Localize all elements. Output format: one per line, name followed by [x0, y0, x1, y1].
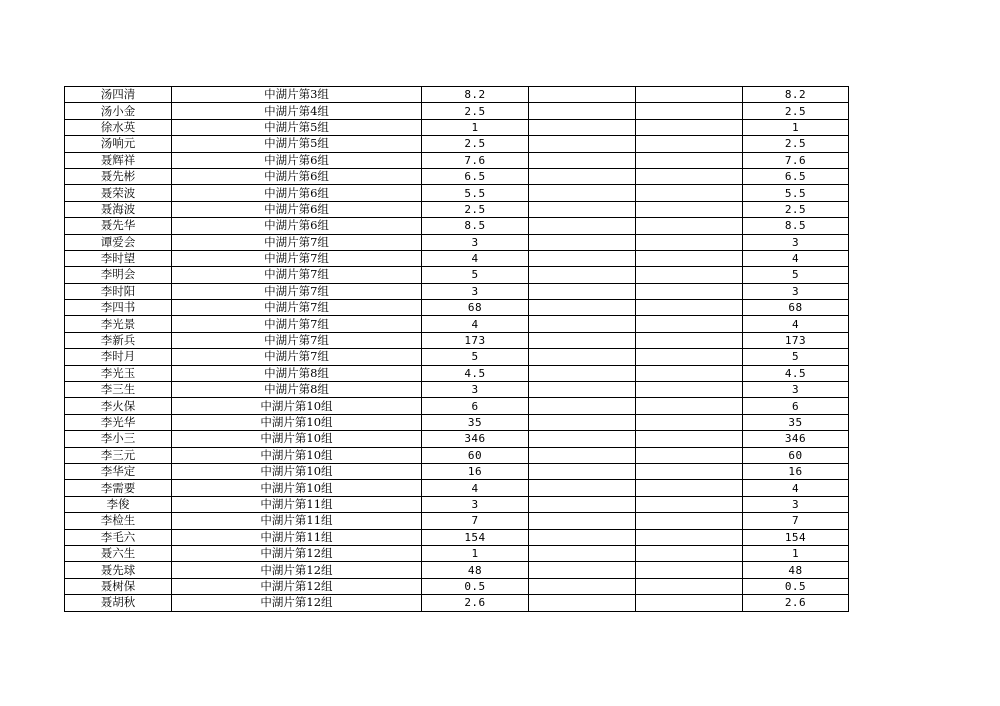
group-cell: 中湖片第11组	[172, 513, 422, 529]
group-cell: 中湖片第11组	[172, 529, 422, 545]
amount-cell: 5.5	[422, 185, 529, 201]
amount-cell: 3	[422, 234, 529, 250]
total-cell: 6	[743, 398, 849, 414]
empty-cell	[636, 463, 743, 479]
table-row	[65, 185, 849, 201]
amount-cell: 346	[422, 431, 529, 447]
group-cell: 中湖片第7组	[172, 300, 422, 316]
empty-cell	[529, 316, 636, 332]
empty-cell	[529, 185, 636, 201]
amount-cell: 154	[422, 529, 529, 545]
empty-cell	[529, 349, 636, 365]
empty-cell	[636, 513, 743, 529]
table-body	[65, 87, 849, 612]
group-cell: 中湖片第10组	[172, 398, 422, 414]
amount-cell: 2.6	[422, 595, 529, 611]
amount-cell: 8.2	[422, 87, 529, 103]
amount-cell: 6.5	[422, 168, 529, 184]
table-row	[65, 447, 849, 463]
total-cell: 3	[743, 283, 849, 299]
amount-cell: 4.5	[422, 365, 529, 381]
total-cell: 7	[743, 513, 849, 529]
total-cell: 7.6	[743, 152, 849, 168]
amount-cell: 60	[422, 447, 529, 463]
table-row	[65, 300, 849, 316]
total-cell: 6.5	[743, 168, 849, 184]
group-cell: 中湖片第7组	[172, 349, 422, 365]
table-row	[65, 595, 849, 611]
empty-cell	[529, 119, 636, 135]
table-row	[65, 87, 849, 103]
name-cell: 谭爱会	[65, 234, 172, 250]
table-row	[65, 496, 849, 512]
total-cell: 16	[743, 463, 849, 479]
total-cell: 346	[743, 431, 849, 447]
empty-cell	[529, 103, 636, 119]
empty-cell	[529, 152, 636, 168]
amount-cell: 2.5	[422, 136, 529, 152]
total-cell: 4	[743, 316, 849, 332]
empty-cell	[529, 496, 636, 512]
empty-cell	[529, 529, 636, 545]
amount-cell: 3	[422, 382, 529, 398]
name-cell: 李毛六	[65, 529, 172, 545]
table-row	[65, 349, 849, 365]
empty-cell	[636, 300, 743, 316]
group-cell: 中湖片第11组	[172, 496, 422, 512]
name-cell: 聂先彬	[65, 168, 172, 184]
total-cell: 1	[743, 119, 849, 135]
table-row	[65, 431, 849, 447]
group-cell: 中湖片第5组	[172, 119, 422, 135]
total-cell: 8.5	[743, 218, 849, 234]
empty-cell	[529, 87, 636, 103]
name-cell: 李明会	[65, 267, 172, 283]
table-row	[65, 578, 849, 594]
name-cell: 聂海波	[65, 201, 172, 217]
amount-cell: 3	[422, 496, 529, 512]
total-cell: 2.6	[743, 595, 849, 611]
amount-cell: 1	[422, 545, 529, 561]
empty-cell	[636, 267, 743, 283]
name-cell: 李四书	[65, 300, 172, 316]
group-cell: 中湖片第4组	[172, 103, 422, 119]
empty-cell	[529, 267, 636, 283]
amount-cell: 8.5	[422, 218, 529, 234]
name-cell: 聂树保	[65, 578, 172, 594]
name-cell: 聂先球	[65, 562, 172, 578]
empty-cell	[636, 545, 743, 561]
empty-cell	[636, 529, 743, 545]
empty-cell	[636, 119, 743, 135]
group-cell: 中湖片第3组	[172, 87, 422, 103]
empty-cell	[529, 414, 636, 430]
empty-cell	[636, 185, 743, 201]
name-cell: 李检生	[65, 513, 172, 529]
total-cell: 2.5	[743, 136, 849, 152]
amount-cell: 1	[422, 119, 529, 135]
table-row	[65, 463, 849, 479]
empty-cell	[636, 398, 743, 414]
table-row	[65, 283, 849, 299]
amount-cell: 2.5	[422, 201, 529, 217]
total-cell: 4.5	[743, 365, 849, 381]
group-cell: 中湖片第7组	[172, 332, 422, 348]
table-row	[65, 218, 849, 234]
empty-cell	[636, 152, 743, 168]
total-cell: 173	[743, 332, 849, 348]
name-cell: 李华定	[65, 463, 172, 479]
empty-cell	[636, 365, 743, 381]
total-cell: 8.2	[743, 87, 849, 103]
table-row	[65, 316, 849, 332]
total-cell: 68	[743, 300, 849, 316]
amount-cell: 16	[422, 463, 529, 479]
empty-cell	[529, 398, 636, 414]
empty-cell	[636, 250, 743, 266]
amount-cell: 6	[422, 398, 529, 414]
total-cell: 4	[743, 250, 849, 266]
group-cell: 中湖片第6组	[172, 201, 422, 217]
empty-cell	[529, 447, 636, 463]
group-cell: 中湖片第10组	[172, 414, 422, 430]
empty-cell	[529, 382, 636, 398]
group-cell: 中湖片第12组	[172, 595, 422, 611]
group-cell: 中湖片第10组	[172, 431, 422, 447]
empty-cell	[636, 382, 743, 398]
group-cell: 中湖片第12组	[172, 545, 422, 561]
empty-cell	[529, 168, 636, 184]
table-row	[65, 119, 849, 135]
table-row	[65, 365, 849, 381]
amount-cell: 4	[422, 480, 529, 496]
amount-cell: 4	[422, 250, 529, 266]
name-cell: 李时月	[65, 349, 172, 365]
name-cell: 汤小金	[65, 103, 172, 119]
name-cell: 聂荣波	[65, 185, 172, 201]
table-row	[65, 513, 849, 529]
table-row	[65, 234, 849, 250]
name-cell: 徐水英	[65, 119, 172, 135]
total-cell: 3	[743, 496, 849, 512]
amount-cell: 48	[422, 562, 529, 578]
empty-cell	[636, 447, 743, 463]
empty-cell	[636, 578, 743, 594]
empty-cell	[529, 513, 636, 529]
table-row	[65, 529, 849, 545]
name-cell: 聂六生	[65, 545, 172, 561]
group-cell: 中湖片第12组	[172, 578, 422, 594]
table-row	[65, 136, 849, 152]
table-row	[65, 267, 849, 283]
empty-cell	[529, 545, 636, 561]
total-cell: 3	[743, 234, 849, 250]
total-cell: 3	[743, 382, 849, 398]
empty-cell	[529, 431, 636, 447]
amount-cell: 2.5	[422, 103, 529, 119]
name-cell: 李新兵	[65, 332, 172, 348]
amount-cell: 5	[422, 267, 529, 283]
name-cell: 汤响元	[65, 136, 172, 152]
empty-cell	[529, 463, 636, 479]
group-cell: 中湖片第6组	[172, 185, 422, 201]
name-cell: 聂先华	[65, 218, 172, 234]
total-cell: 48	[743, 562, 849, 578]
empty-cell	[636, 201, 743, 217]
table-row	[65, 562, 849, 578]
table-row	[65, 382, 849, 398]
name-cell: 李需要	[65, 480, 172, 496]
total-cell: 1	[743, 545, 849, 561]
empty-cell	[636, 349, 743, 365]
name-cell: 李三元	[65, 447, 172, 463]
total-cell: 0.5	[743, 578, 849, 594]
empty-cell	[636, 283, 743, 299]
name-cell: 汤四清	[65, 87, 172, 103]
empty-cell	[636, 595, 743, 611]
empty-cell	[529, 283, 636, 299]
empty-cell	[529, 578, 636, 594]
name-cell: 李时望	[65, 250, 172, 266]
amount-cell: 3	[422, 283, 529, 299]
empty-cell	[529, 365, 636, 381]
group-cell: 中湖片第10组	[172, 480, 422, 496]
total-cell: 2.5	[743, 201, 849, 217]
total-cell: 5.5	[743, 185, 849, 201]
group-cell: 中湖片第7组	[172, 267, 422, 283]
empty-cell	[636, 316, 743, 332]
group-cell: 中湖片第7组	[172, 283, 422, 299]
empty-cell	[529, 595, 636, 611]
table-row	[65, 201, 849, 217]
empty-cell	[636, 414, 743, 430]
empty-cell	[529, 562, 636, 578]
empty-cell	[529, 250, 636, 266]
name-cell: 聂辉祥	[65, 152, 172, 168]
amount-cell: 7	[422, 513, 529, 529]
group-cell: 中湖片第7组	[172, 250, 422, 266]
table-row	[65, 103, 849, 119]
group-cell: 中湖片第7组	[172, 316, 422, 332]
name-cell: 李光景	[65, 316, 172, 332]
table-row	[65, 414, 849, 430]
empty-cell	[636, 87, 743, 103]
table-row	[65, 398, 849, 414]
total-cell: 5	[743, 349, 849, 365]
empty-cell	[636, 480, 743, 496]
empty-cell	[529, 201, 636, 217]
total-cell: 35	[743, 414, 849, 430]
table-row	[65, 168, 849, 184]
empty-cell	[529, 234, 636, 250]
total-cell: 154	[743, 529, 849, 545]
empty-cell	[529, 218, 636, 234]
amount-cell: 7.6	[422, 152, 529, 168]
name-cell: 李光华	[65, 414, 172, 430]
group-cell: 中湖片第8组	[172, 382, 422, 398]
amount-cell: 5	[422, 349, 529, 365]
total-cell: 4	[743, 480, 849, 496]
table-row	[65, 332, 849, 348]
amount-cell: 173	[422, 332, 529, 348]
group-cell: 中湖片第5组	[172, 136, 422, 152]
table-row	[65, 250, 849, 266]
empty-cell	[636, 168, 743, 184]
group-cell: 中湖片第6组	[172, 152, 422, 168]
group-cell: 中湖片第8组	[172, 365, 422, 381]
group-cell: 中湖片第10组	[172, 447, 422, 463]
empty-cell	[529, 480, 636, 496]
group-cell: 中湖片第6组	[172, 218, 422, 234]
name-cell: 李小三	[65, 431, 172, 447]
empty-cell	[636, 332, 743, 348]
amount-cell: 0.5	[422, 578, 529, 594]
table-row	[65, 152, 849, 168]
empty-cell	[636, 562, 743, 578]
empty-cell	[529, 136, 636, 152]
table-row	[65, 480, 849, 496]
group-cell: 中湖片第7组	[172, 234, 422, 250]
group-cell: 中湖片第12组	[172, 562, 422, 578]
empty-cell	[636, 496, 743, 512]
total-cell: 2.5	[743, 103, 849, 119]
amount-cell: 68	[422, 300, 529, 316]
empty-cell	[636, 234, 743, 250]
name-cell: 聂胡秋	[65, 595, 172, 611]
data-table	[64, 86, 849, 612]
amount-cell: 35	[422, 414, 529, 430]
empty-cell	[636, 136, 743, 152]
group-cell: 中湖片第10组	[172, 463, 422, 479]
name-cell: 李时阳	[65, 283, 172, 299]
total-cell: 60	[743, 447, 849, 463]
name-cell: 李俊	[65, 496, 172, 512]
group-cell: 中湖片第6组	[172, 168, 422, 184]
empty-cell	[636, 431, 743, 447]
empty-cell	[529, 300, 636, 316]
name-cell: 李三生	[65, 382, 172, 398]
amount-cell: 4	[422, 316, 529, 332]
empty-cell	[636, 103, 743, 119]
table-row	[65, 545, 849, 561]
total-cell: 5	[743, 267, 849, 283]
name-cell: 李火保	[65, 398, 172, 414]
empty-cell	[529, 332, 636, 348]
name-cell: 李光玉	[65, 365, 172, 381]
empty-cell	[636, 218, 743, 234]
